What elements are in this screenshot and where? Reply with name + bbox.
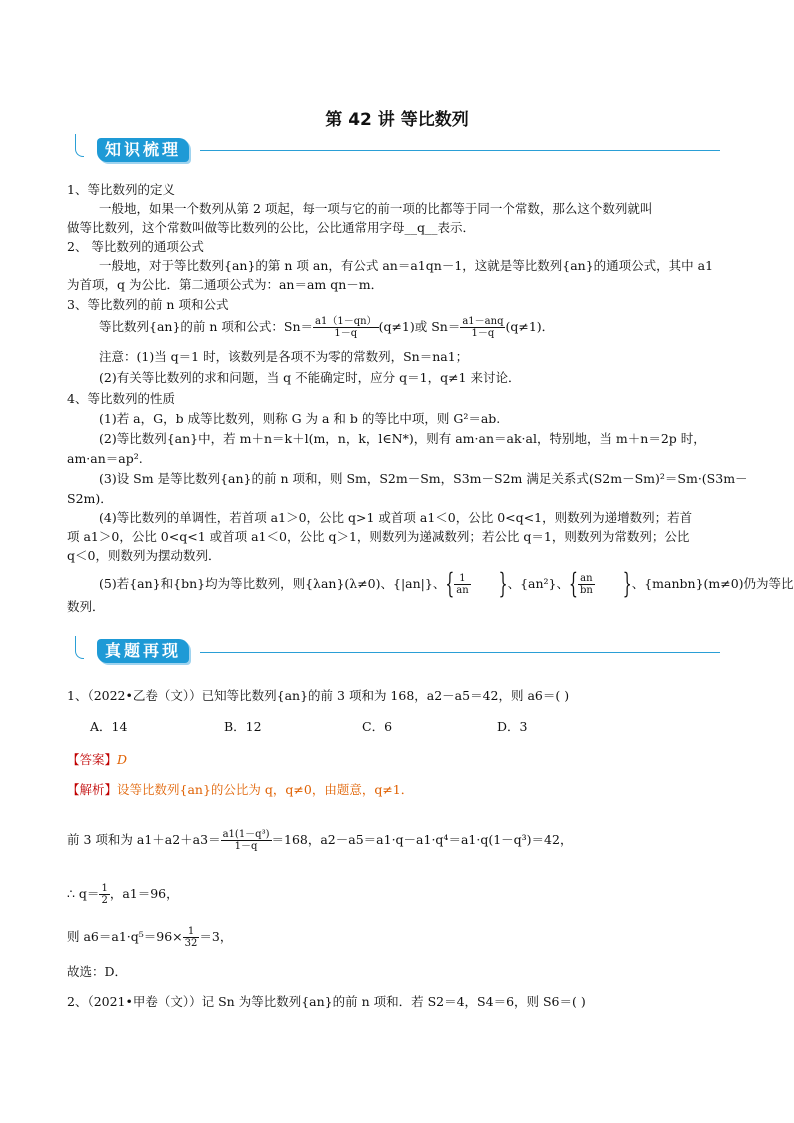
fraction-denominator: 1－q [471,328,495,339]
fraction [221,829,272,852]
fraction-numerator: 1 [183,926,200,938]
note-line: (2)有关等比数列的求和问题，当 q 不能确定时，应分 q＝1，q≠1 来讨论． [99,370,521,385]
property-line: (3)设 Sm 是等比数列{an}的前 n 项和，则 Sm，S2m－Sm，S3m－S2m 满足关系式(S2m－Sm)²＝Sm·(S3m－ [99,471,748,486]
question-2-stem: 2、（2021•甲卷（文））记 Sn 为等比数列{an}的前 n 项和．若 S2＝4，S4＝6，则 S6＝( ) [67,994,586,1009]
fraction [454,573,470,596]
section-badge-knowledge: 知识梳理 [97,138,189,162]
brace-close: } [622,568,632,601]
property-text: (5)若{an}和{bn}均为等比数列，则{λan}(λ≠0)、{|an|}、 [99,576,446,591]
heading-definition: 1、等比数列的定义 [67,182,175,197]
solution-step [67,883,179,906]
paragraph-line: 一般地，如果一个数列从第 2 项起，每一项与它的前一项的比都等于同一个常数，那么这个数列就叫 [99,201,653,216]
property-line-5 [99,568,794,601]
property-line: (4)等比数列的单调性，若首项 a1＞0，公比 q>1 或首项 a1＜0，公比 0<q<1，则数列为递增数列；若首 [99,510,693,525]
formula-text: (q≠1)． [505,319,555,334]
property-line: (1)若 a，G，b 成等比数列，则称 G 为 a 和 b 的等比中项，则 G²＝ab. [99,411,501,426]
solution-text: 则 a6＝a1·q⁵＝96× [67,929,183,944]
fraction-numerator: a1(1－q³) [222,829,270,840]
section-rule [200,150,720,151]
brace-close: } [498,568,508,601]
fraction-denominator: 1－q [234,841,258,852]
fraction-numerator: a1（1－qn） [315,316,377,327]
answer-label: 【答案】 [67,752,118,767]
answer-value: D [117,752,128,767]
option-d: D．3 [497,719,528,734]
paragraph-line: 做等比数列，这个常数叫做等比数列的公比，公比通常用字母__q__表示． [67,220,476,235]
formula-text: (q≠1)或 Sn＝ [378,319,461,334]
fraction-denominator: bn [579,585,593,596]
property-line: (2)等比数列{an}中，若 m＋n＝k＋l(m，n，k，l∈N*)，则有 am·an＝ak·al，特别地，当 m＋n＝2p 时， [99,431,706,446]
question-1-stem: 1、（2022•乙卷（文））已知等比数列{an}的前 3 项和为 168，a2－a5＝42，则 a6＝( ) [67,688,570,703]
note-line: 注意：(1)当 q＝1 时，该数列是各项不为零的常数列，Sn＝na1； [99,349,469,364]
fraction-numerator: a1－anq [462,316,504,327]
section-badge-exam: 真题再现 [97,639,189,663]
section-hook [75,134,84,157]
paragraph-line: 为首项，q 为公比．第二通项公式为：an＝am qn－m． [67,277,384,292]
answer-line [67,751,127,769]
solution-step [67,926,232,949]
property-text: 、{manbn}(m≠0)仍为等比 [631,576,794,591]
fraction-denominator: 2 [101,895,108,906]
solution-step [67,829,572,852]
property-line: q＜0，则数列为摆动数列． [67,548,221,563]
solution-text: 前 3 项和为 a1＋a2＋a3＝ [67,832,221,847]
property-line: S2m)． [67,491,113,506]
formula-text: 等比数列{an}的前 n 项和公式：Sn＝ [99,319,314,334]
fraction [183,926,200,949]
property-line: 数列． [67,599,105,614]
solution-text: ＝168，a2－a5＝a1·q－a1·q⁴＝a1·q(1－q³)＝42， [271,832,573,847]
property-line: am·an＝ap². [67,451,143,466]
fraction-numerator: an [578,573,595,585]
paragraph-line: 一般地，对于等比数列{an}的第 n 项 an，有公式 an＝a1qn－1，这就是等比数列{an}的通项公式，其中 a1 [99,258,714,273]
analysis-line [67,781,413,799]
fraction [313,316,379,339]
option-c: C．6 [362,719,393,734]
option-a: A．14 [90,719,128,734]
fraction-numerator: 1 [101,883,108,894]
brace-open: { [569,568,578,601]
fraction [578,573,595,596]
heading-properties: 4、等比数列的性质 [67,391,175,406]
property-line: 项 a1＞0，公比 0<q<1 或首项 a1＜0，公比 q＞1，则数列为递减数列；若公比 q＝1，则数列为常数列；公比 [67,529,690,544]
section-rule [200,652,720,653]
sum-formula [99,316,554,339]
page-title: 第 42 讲 等比数列 [325,110,469,130]
fraction-denominator: 32 [184,938,198,949]
option-b: B．12 [224,719,262,734]
fraction [99,883,109,906]
solution-text: ∴ q＝ [67,886,100,901]
heading-general-term: 2、 等比数列的通项公式 [67,239,204,254]
heading-sum-formula: 3、等比数列的前 n 项和公式 [67,297,229,312]
analysis-label: 【解析】 [67,782,118,797]
property-text: 、{an²}、 [507,576,570,591]
choose-line: 故选：D． [67,964,128,979]
brace-open: { [445,568,455,601]
solution-text: ，a1＝96， [109,886,179,901]
section-hook [75,636,84,659]
fraction [460,316,505,339]
analysis-text: 设等比数列{an}的公比为 q，q≠0，由题意，q≠1． [117,782,414,797]
solution-text: ＝3， [199,929,233,944]
fraction-numerator: 1 [454,573,470,585]
fraction-denominator: an [456,585,469,596]
fraction-denominator: 1－q [334,328,358,339]
